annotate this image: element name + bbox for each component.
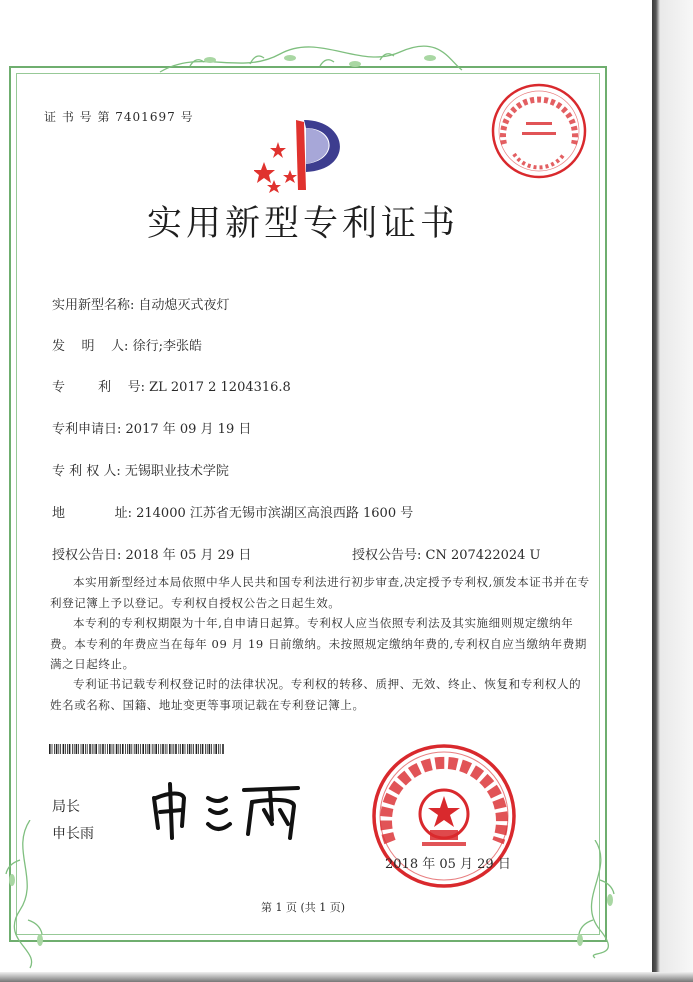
seal-date: 2018 年 05 月 29 日 xyxy=(385,857,511,872)
barcode-bar xyxy=(140,744,141,754)
barcode-bar xyxy=(72,744,73,754)
barcode-bar xyxy=(102,744,104,754)
field-label: 发 明 人: xyxy=(52,339,129,354)
barcode-bar xyxy=(180,744,181,754)
certificate-title: 实用新型专利证书 xyxy=(146,204,459,244)
barcode-bar xyxy=(173,744,174,754)
handwritten-signature xyxy=(148,780,308,842)
scan-edge-bottom xyxy=(0,972,693,982)
barcode-bar xyxy=(160,744,161,754)
barcode-bar xyxy=(85,744,86,754)
barcode xyxy=(49,744,224,754)
barcode-bar xyxy=(185,744,186,754)
certificate-number xyxy=(44,108,194,125)
barcode-bar xyxy=(138,744,139,754)
barcode-bar xyxy=(134,744,135,754)
official-seal-text xyxy=(0,0,1,1)
tax-seal-stamp xyxy=(490,82,588,180)
barcode-bar xyxy=(92,744,93,754)
barcode-bar xyxy=(131,744,132,754)
barcode-bar xyxy=(127,744,128,754)
barcode-bar xyxy=(162,744,164,754)
barcode-bar xyxy=(142,744,144,754)
barcode-bar xyxy=(54,744,55,754)
field-value: 2018 年 05 月 29 日 xyxy=(125,548,252,563)
barcode-bar xyxy=(158,744,159,754)
barcode-bar xyxy=(222,744,224,754)
barcode-bar xyxy=(172,744,173,754)
barcode-bar xyxy=(155,744,157,754)
barcode-bar xyxy=(145,744,146,754)
barcode-bar xyxy=(187,744,188,754)
field-label: 授权公告日: xyxy=(52,548,122,563)
page-number-footer: 第 1 页 (共 1 页) xyxy=(260,901,346,914)
barcode-bar xyxy=(116,744,118,754)
field-inventors xyxy=(52,335,202,354)
paragraph-legal-status: 专利证书记载专利权登记时的法律状况。专利权的转移、质押、无效、终止、恢复和专利权人的姓名或名称、国籍、地址变更等事项记载在专利登记簿上。 xyxy=(50,677,582,712)
barcode-bar xyxy=(196,744,198,754)
barcode-bar xyxy=(178,744,179,754)
barcode-bar xyxy=(95,744,97,754)
barcode-bar xyxy=(120,744,121,754)
barcode-bar xyxy=(109,744,111,754)
barcode-bar xyxy=(49,744,51,754)
barcode-bar xyxy=(149,744,151,754)
field-value: 自动熄灭式夜灯 xyxy=(138,298,230,313)
signature-title: 局长 xyxy=(52,799,80,815)
barcode-bar xyxy=(147,744,148,754)
barcode-bar xyxy=(136,744,138,754)
barcode-bar xyxy=(205,744,206,754)
barcode-bar xyxy=(220,744,221,754)
barcode-bar xyxy=(167,744,168,754)
barcode-bar xyxy=(99,744,100,754)
barcode-bar xyxy=(67,744,68,754)
vine-ornament-left xyxy=(0,820,60,970)
barcode-bar xyxy=(129,744,131,754)
field-label: 授权公告号: xyxy=(352,548,422,563)
barcode-bar xyxy=(209,744,211,754)
barcode-bar xyxy=(200,744,201,754)
barcode-bar xyxy=(175,744,177,754)
barcode-bar xyxy=(182,744,184,754)
barcode-bar xyxy=(76,744,78,754)
barcode-bar xyxy=(63,744,65,754)
barcode-bar xyxy=(113,744,114,754)
barcode-bar xyxy=(82,744,84,754)
barcode-bar xyxy=(107,744,108,754)
barcode-bar xyxy=(202,744,204,754)
barcode-bar xyxy=(100,744,101,754)
field-value: 214000 江苏省无锡市滨湖区高浪西路 1600 号 xyxy=(136,506,414,521)
signature-name: 申长雨 xyxy=(52,826,94,842)
barcode-bar xyxy=(169,744,171,754)
field-value: 徐行;李张皓 xyxy=(132,339,202,354)
barcode-bar xyxy=(191,744,192,754)
barcode-bar xyxy=(154,744,155,754)
field-application-date xyxy=(52,418,251,437)
barcode-bar xyxy=(87,744,88,754)
paragraph-term-and-fees: 本专利的专利权期限为十年,自申请日起算。专利权人应当依照专利法及其实施细则规定缴纳年费。本专利的年费应当在每年 09 月 19 日前缴纳。未按照规定缴纳年费的,专利权自应当缴纳年费期满之日起终止。 xyxy=(50,616,587,671)
certificate-number-suffix: 号 xyxy=(180,110,194,124)
barcode-bar xyxy=(193,744,194,754)
field-address xyxy=(52,502,413,521)
barcode-bar xyxy=(218,744,219,754)
field-value: ZL 2017 2 1204316.8 xyxy=(149,380,291,395)
field-label: 专 利 权 人: xyxy=(52,464,121,479)
barcode-bar xyxy=(198,744,199,754)
barcode-bar xyxy=(69,744,71,754)
field-label: 专 利 号: xyxy=(52,380,145,395)
barcode-bar xyxy=(189,744,191,754)
vine-ornament-top xyxy=(150,40,470,80)
barcode-bar xyxy=(165,744,166,754)
barcode-bar xyxy=(112,744,113,754)
barcode-bar xyxy=(65,744,66,754)
certificate-number-label: 证 书 号 第 xyxy=(44,110,111,124)
barcode-bar xyxy=(60,744,61,754)
paragraph-grant-statement: 本实用新型经过本局依照中华人民共和国专利法进行初步审查,决定授予专利权,颁发本证书并在专利登记簿上予以登记。专利权自授权公告之日起生效。 xyxy=(50,575,590,610)
barcode-bar xyxy=(211,744,212,754)
field-label: 实用新型名称: xyxy=(52,298,135,313)
patent-office-logo xyxy=(254,110,354,198)
barcode-bar xyxy=(125,744,126,754)
barcode-bar xyxy=(207,744,208,754)
field-value: 无锡职业技术学院 xyxy=(124,464,229,479)
barcode-bar xyxy=(122,744,124,754)
barcode-bar xyxy=(56,744,58,754)
barcode-bar xyxy=(215,744,217,754)
field-patentee xyxy=(52,460,229,479)
barcode-bar xyxy=(52,744,53,754)
barcode-bar xyxy=(78,744,79,754)
field-label: 专利申请日: xyxy=(52,422,122,437)
field-label: 地 址: xyxy=(52,506,132,521)
barcode-bar xyxy=(152,744,153,754)
field-grant-date xyxy=(52,544,251,563)
barcode-bar xyxy=(81,744,82,754)
tax-seal-text xyxy=(0,0,1,1)
barcode-bar xyxy=(58,744,59,754)
scan-edge-right xyxy=(652,0,693,982)
field-utility-model-name xyxy=(52,294,230,313)
field-grant-number xyxy=(352,544,541,563)
barcode-bar xyxy=(94,744,95,754)
barcode-bar xyxy=(105,744,106,754)
field-value: CN 207422024 U xyxy=(425,548,541,563)
barcode-bar xyxy=(214,744,215,754)
certificate-number-value: 7401697 xyxy=(115,110,176,124)
signature-text xyxy=(0,0,1,1)
field-patent-number xyxy=(52,376,291,395)
field-value: 2017 年 09 月 19 日 xyxy=(125,422,252,437)
barcode-bar xyxy=(118,744,119,754)
barcode-bar xyxy=(89,744,91,754)
barcode-bar xyxy=(74,744,75,754)
